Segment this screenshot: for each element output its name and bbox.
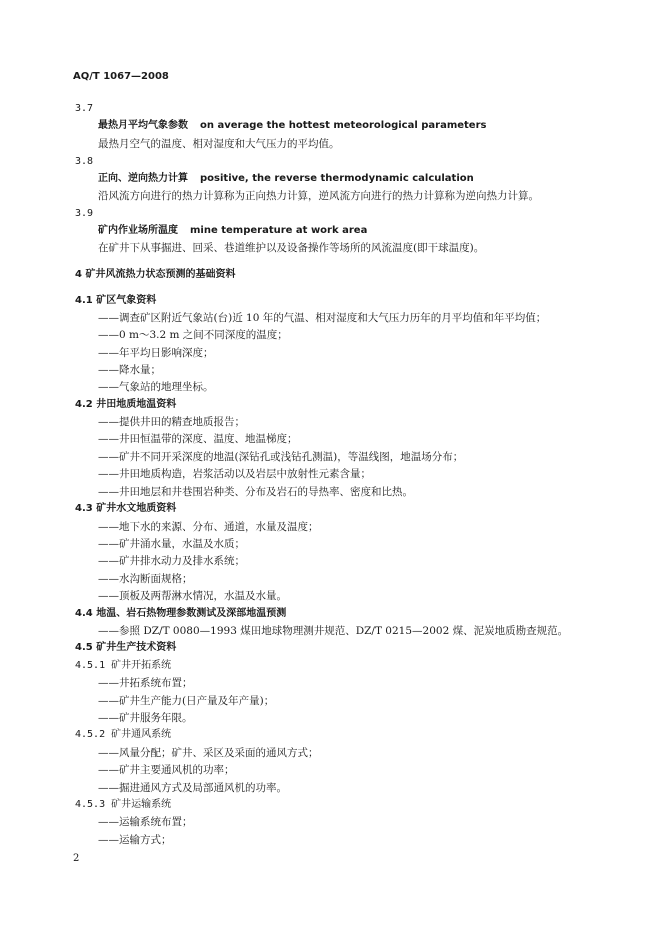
body-text: ——地下水的来源、分布、通道，水量及温度； [98,521,319,533]
term-definition-heading [98,224,367,238]
body-text: ——降水量； [98,364,161,376]
page-number: 2 [73,853,80,864]
body-text: ——调查矿区附近气象站(台)近 10 年的气温、相对湿度和大气压力历年的月平均值和年平均值； [98,312,547,324]
clause-number: 3.8 [75,156,94,167]
body-text: ——井田地质构造，岩浆活动以及岩层中放射性元素含量； [98,468,371,480]
term-english: on average the hottest meteorological parameters [200,120,487,131]
term-chinese: 最热月平均气象参数 [98,120,188,131]
body-text: 沿风流方向进行的热力计算称为正向热力计算，逆风流方向进行的热力计算称为逆向热力计算。 [98,190,539,202]
term-english: mine temperature at work area [190,225,368,236]
body-text: ——0 m～3.2 m 之间不同深度的温度； [98,329,288,341]
section-heading: 4.2 井田地质地温资料 [75,399,177,410]
body-text: ——矿井生产能力(日产量及年产量)； [98,695,275,707]
body-text: 最热月空气的温度、相对湿度和大气压力的平均值。 [98,138,340,150]
clause-number: 4.5.1 矿井开拓系统 [75,660,172,671]
section-heading: 4.3 矿井水文地质资料 [75,503,177,514]
body-text: ——顶板及两帮淋水情况，水温及水量。 [98,590,287,602]
body-text: ——参照 DZ/T 0080—1993 煤田地球物理测井规范、DZ/T 0215—2002 煤、泥炭地质勘查规范。 [98,625,569,637]
body-text: 在矿井下从事掘进、回采、巷道维护以及设备操作等场所的风流温度(即干球温度)。 [98,242,485,254]
body-text: ——年平均日影响深度； [98,347,214,359]
standard-header: AQ/T 1067—2008 [73,71,169,82]
clause-number: 4.5.3 矿井运输系统 [75,799,172,810]
term-chinese: 矿内作业场所温度 [98,225,178,236]
body-text: ——水沟断面规格； [98,573,193,585]
clause-number: 4.5.2 矿井通风系统 [75,729,172,740]
term-definition-heading [98,119,486,133]
body-text: ——运输系统布置； [98,816,193,828]
section-heading: 4.5 矿井生产技术资料 [75,642,177,653]
body-text: ——矿井服务年限。 [98,712,193,724]
term-chinese: 正向、逆向热力计算 [98,173,188,184]
section-heading: 4.1 矿区气象资料 [75,295,157,306]
section-heading: 4 矿井风流热力状态预测的基础资料 [75,269,236,280]
body-text: ——运输方式； [98,834,172,846]
body-text: ——井田地层和井巷围岩种类、分布及岩石的导热率、密度和比热。 [98,486,413,498]
body-text: ——提供井田的精查地质报告； [98,416,245,428]
term-definition-heading [98,172,474,186]
body-text: ——井田恒温带的深度、温度、地温梯度； [98,433,298,445]
body-text: ——气象站的地理坐标。 [98,381,214,393]
section-heading: 4.4 地温、岩石热物理参数测试及深部地温预测 [75,608,287,619]
body-text: ——矿井主要通风机的功率； [98,764,235,776]
clause-number: 3.9 [75,208,94,219]
clause-number: 3.7 [75,103,94,114]
body-text: ——风量分配；矿井、采区及采面的通风方式； [98,747,319,759]
term-english: positive, the reverse thermodynamic calculation [200,173,474,184]
body-text: ——井拓系统布置； [98,677,193,689]
body-text: ——矿井排水动力及排水系统； [98,555,245,567]
body-text: ——矿井不同开采深度的地温(深钻孔或浅钻孔测温)，等温线图，地温场分布； [98,451,464,463]
body-text: ——矿井涌水量，水温及水质； [98,538,245,550]
body-text: ——掘进通风方式及局部通风机的功率。 [98,782,287,794]
